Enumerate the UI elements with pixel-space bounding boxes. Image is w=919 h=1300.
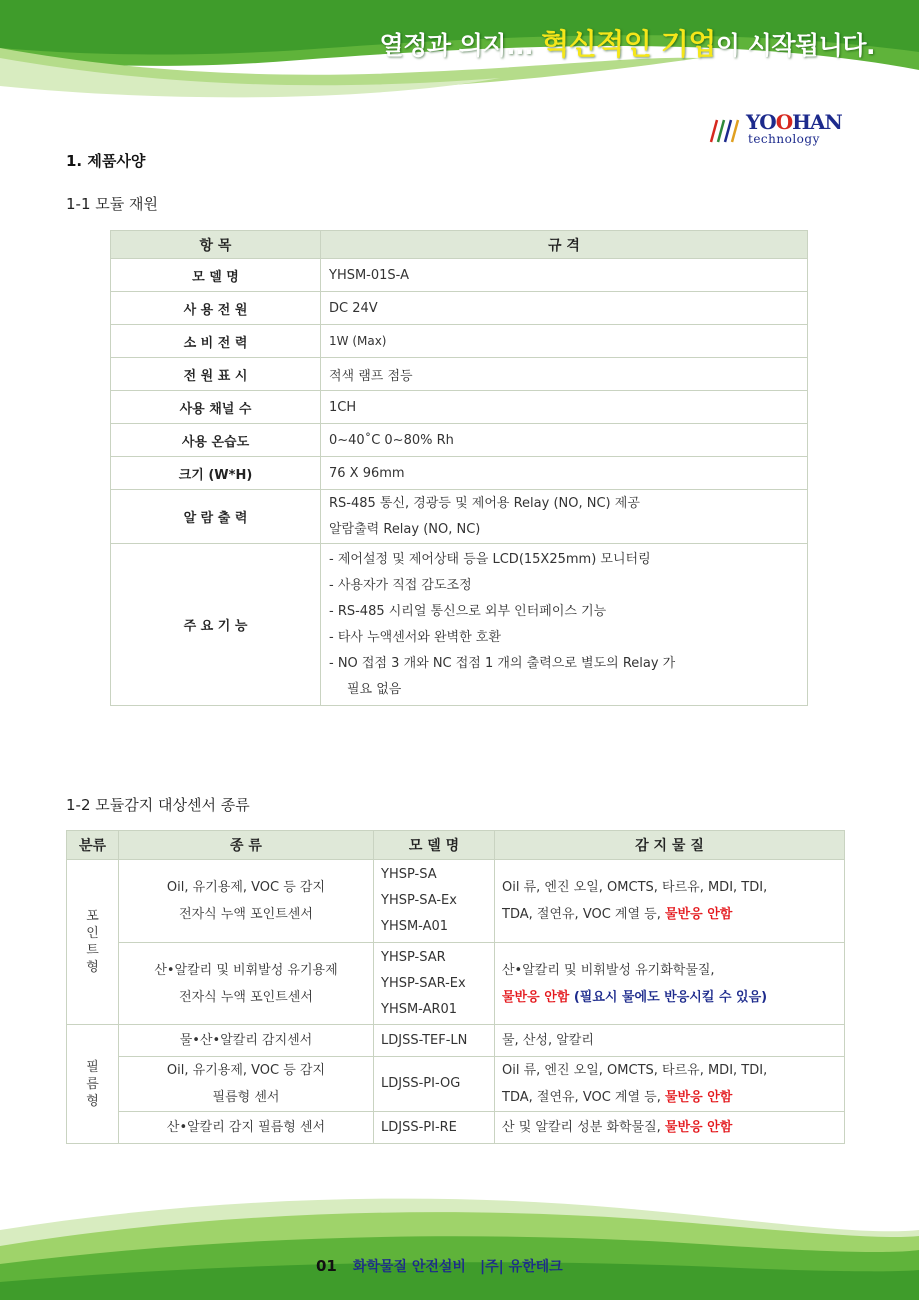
no-water-reaction-label: 물반응 안함 — [665, 1090, 733, 1105]
table-row — [67, 1025, 845, 1057]
spec-value — [321, 490, 808, 544]
spec-value: 1W (Max) — [321, 325, 808, 358]
table-row — [111, 391, 808, 424]
sensor-type: Oil, 유기용제, VOC 등 감지 필름형 센서 — [119, 1057, 374, 1112]
table-row — [67, 1057, 845, 1112]
sensor-header-category: 분류 — [67, 831, 119, 860]
table-row — [67, 860, 845, 943]
no-water-reaction-label: 물반응 안함 — [665, 907, 733, 922]
spec-header-item: 항 목 — [111, 231, 321, 259]
spec-value: 0~40˚C 0~80% Rh — [321, 424, 808, 457]
function-line: - 사용자가 직접 감도조정 — [329, 577, 472, 593]
spec-value: 1CH — [321, 391, 808, 424]
sensor-material: Oil 류, 엔진 오일, OMCTS, 타르유, MDI, TDI, TDA, 절연유, VOC 계열 등, 물반응 안함 — [495, 1057, 845, 1112]
sensor-type: Oil, 유기용제, VOC 등 감지 전자식 누액 포인트센서 — [119, 860, 374, 943]
spec-key: 소 비 전 력 — [111, 325, 321, 358]
sensor-material: 산•알칼리 및 비휘발성 유기화학물질, 물반응 안함 (필요시 물에도 반응시킬 수 있음) — [495, 943, 845, 1025]
category-point: 포 인 트 형 — [67, 860, 119, 1025]
no-water-reaction-label: 물반응 안함 — [502, 989, 574, 1005]
sensor-type: 산•알칼리 감지 필름형 센서 — [119, 1112, 374, 1144]
table-row — [111, 292, 808, 325]
spec-header-row — [111, 231, 808, 259]
spec-key: 사용 온습도 — [111, 424, 321, 457]
spec-value: YHSM-01S-A — [321, 259, 808, 292]
spec-value — [321, 544, 808, 706]
sensor-model: YHSP-SAR YHSP-SAR-Ex YHSM-AR01 — [374, 943, 495, 1025]
spec-key: 알 람 출 력 — [111, 490, 321, 544]
spec-key: 크기 (W*H) — [111, 457, 321, 490]
table-row — [67, 943, 845, 1025]
spec-table — [110, 230, 808, 706]
page-header — [0, 0, 919, 110]
table-row — [111, 424, 808, 457]
sensor-model: YHSP-SA YHSP-SA-Ex YHSM-A01 — [374, 860, 495, 943]
sensor-model: LDJSS-PI-RE — [374, 1112, 495, 1144]
category-film: 필 름 형 — [67, 1025, 119, 1144]
function-line: - RS-485 시리얼 통신으로 외부 인터페이스 기능 — [329, 603, 607, 619]
alarm-line: RS-485 통신, 경광등 및 제어용 Relay (NO, NC) 제공 — [329, 495, 640, 511]
spec-value: 적색 램프 점등 — [321, 358, 808, 391]
function-line: - 타사 누액센서와 완벽한 호환 — [329, 629, 501, 645]
spec-key: 사 용 전 원 — [111, 292, 321, 325]
table-row — [111, 457, 808, 490]
function-line: 필요 없음 — [347, 681, 402, 697]
sensor-type: 물•산•알칼리 감지센서 — [119, 1025, 374, 1057]
table-row — [111, 544, 808, 706]
sensor-header-type: 종 류 — [119, 831, 374, 860]
sensor-header-row — [67, 831, 845, 860]
function-line: - NO 접점 3 개와 NC 접점 1 개의 출력으로 별도의 Relay 가 — [329, 655, 676, 671]
table-row — [111, 259, 808, 292]
sensor-header-model: 모 델 명 — [374, 831, 495, 860]
sensor-title: 1-2 모듈감지 대상센서 종류 — [66, 796, 250, 814]
slogan-highlight: 혁신적인 기업 — [541, 27, 716, 61]
table-row — [111, 358, 808, 391]
sensor-header-material: 감 지 물 질 — [495, 831, 845, 860]
table-row — [111, 490, 808, 544]
logo-stripes-icon — [708, 118, 742, 144]
sensor-type: 산•알칼리 및 비휘발성 유기용제 전자식 누액 포인트센서 — [119, 943, 374, 1025]
page-number: 01 — [316, 1257, 337, 1275]
header-slogan: 열정과 의지... 혁신적인 기업이 시작됩니다. — [379, 27, 875, 61]
alarm-line: 알람출력 Relay (NO, NC) — [329, 521, 481, 537]
spec-key: 모 델 명 — [111, 259, 321, 292]
sensor-material: 산 및 알칼리 성분 화학물질, 물반응 안함 — [495, 1112, 845, 1144]
sensor-material: 물, 산성, 알칼리 — [495, 1025, 845, 1057]
table-row — [67, 1112, 845, 1144]
spec-key: 전 원 표 시 — [111, 358, 321, 391]
page-footer — [0, 1190, 919, 1300]
sensor-material: Oil 류, 엔진 오일, OMCTS, 타르유, MDI, TDI, TDA, 절연유, VOC 계열 등, 물반응 안함 — [495, 860, 845, 943]
spec-value: DC 24V — [321, 292, 808, 325]
section-title: 1. 제품사양 — [66, 152, 146, 170]
footer-wave-graphic — [0, 1190, 919, 1300]
footer-company: |주| 유한테크 — [479, 1259, 563, 1275]
spec-title: 1-1 모듈 재원 — [66, 195, 158, 213]
spec-key: 사용 채널 수 — [111, 391, 321, 424]
footer-text — [316, 1256, 563, 1276]
spec-header-spec: 규 격 — [321, 231, 808, 259]
no-water-reaction-label: 물반응 안함 — [664, 1120, 733, 1135]
sensor-model: LDJSS-TEF-LN — [374, 1025, 495, 1057]
logo-wordmark: YOOHAN — [746, 110, 842, 134]
optional-note: (필요시 물에도 반응시킬 수 있음) — [573, 989, 768, 1005]
sensor-table — [66, 830, 845, 1144]
company-logo — [708, 110, 858, 152]
spec-value: 76 X 96mm — [321, 457, 808, 490]
footer-description: 화학물질 안전설비 — [352, 1259, 466, 1275]
table-row — [111, 325, 808, 358]
sensor-model: LDJSS-PI-OG — [374, 1057, 495, 1112]
logo-subtitle: technology — [748, 132, 820, 146]
function-line: - 제어설정 및 제어상태 등을 LCD(15X25mm) 모니터링 — [329, 551, 651, 567]
spec-key: 주 요 기 능 — [111, 544, 321, 706]
